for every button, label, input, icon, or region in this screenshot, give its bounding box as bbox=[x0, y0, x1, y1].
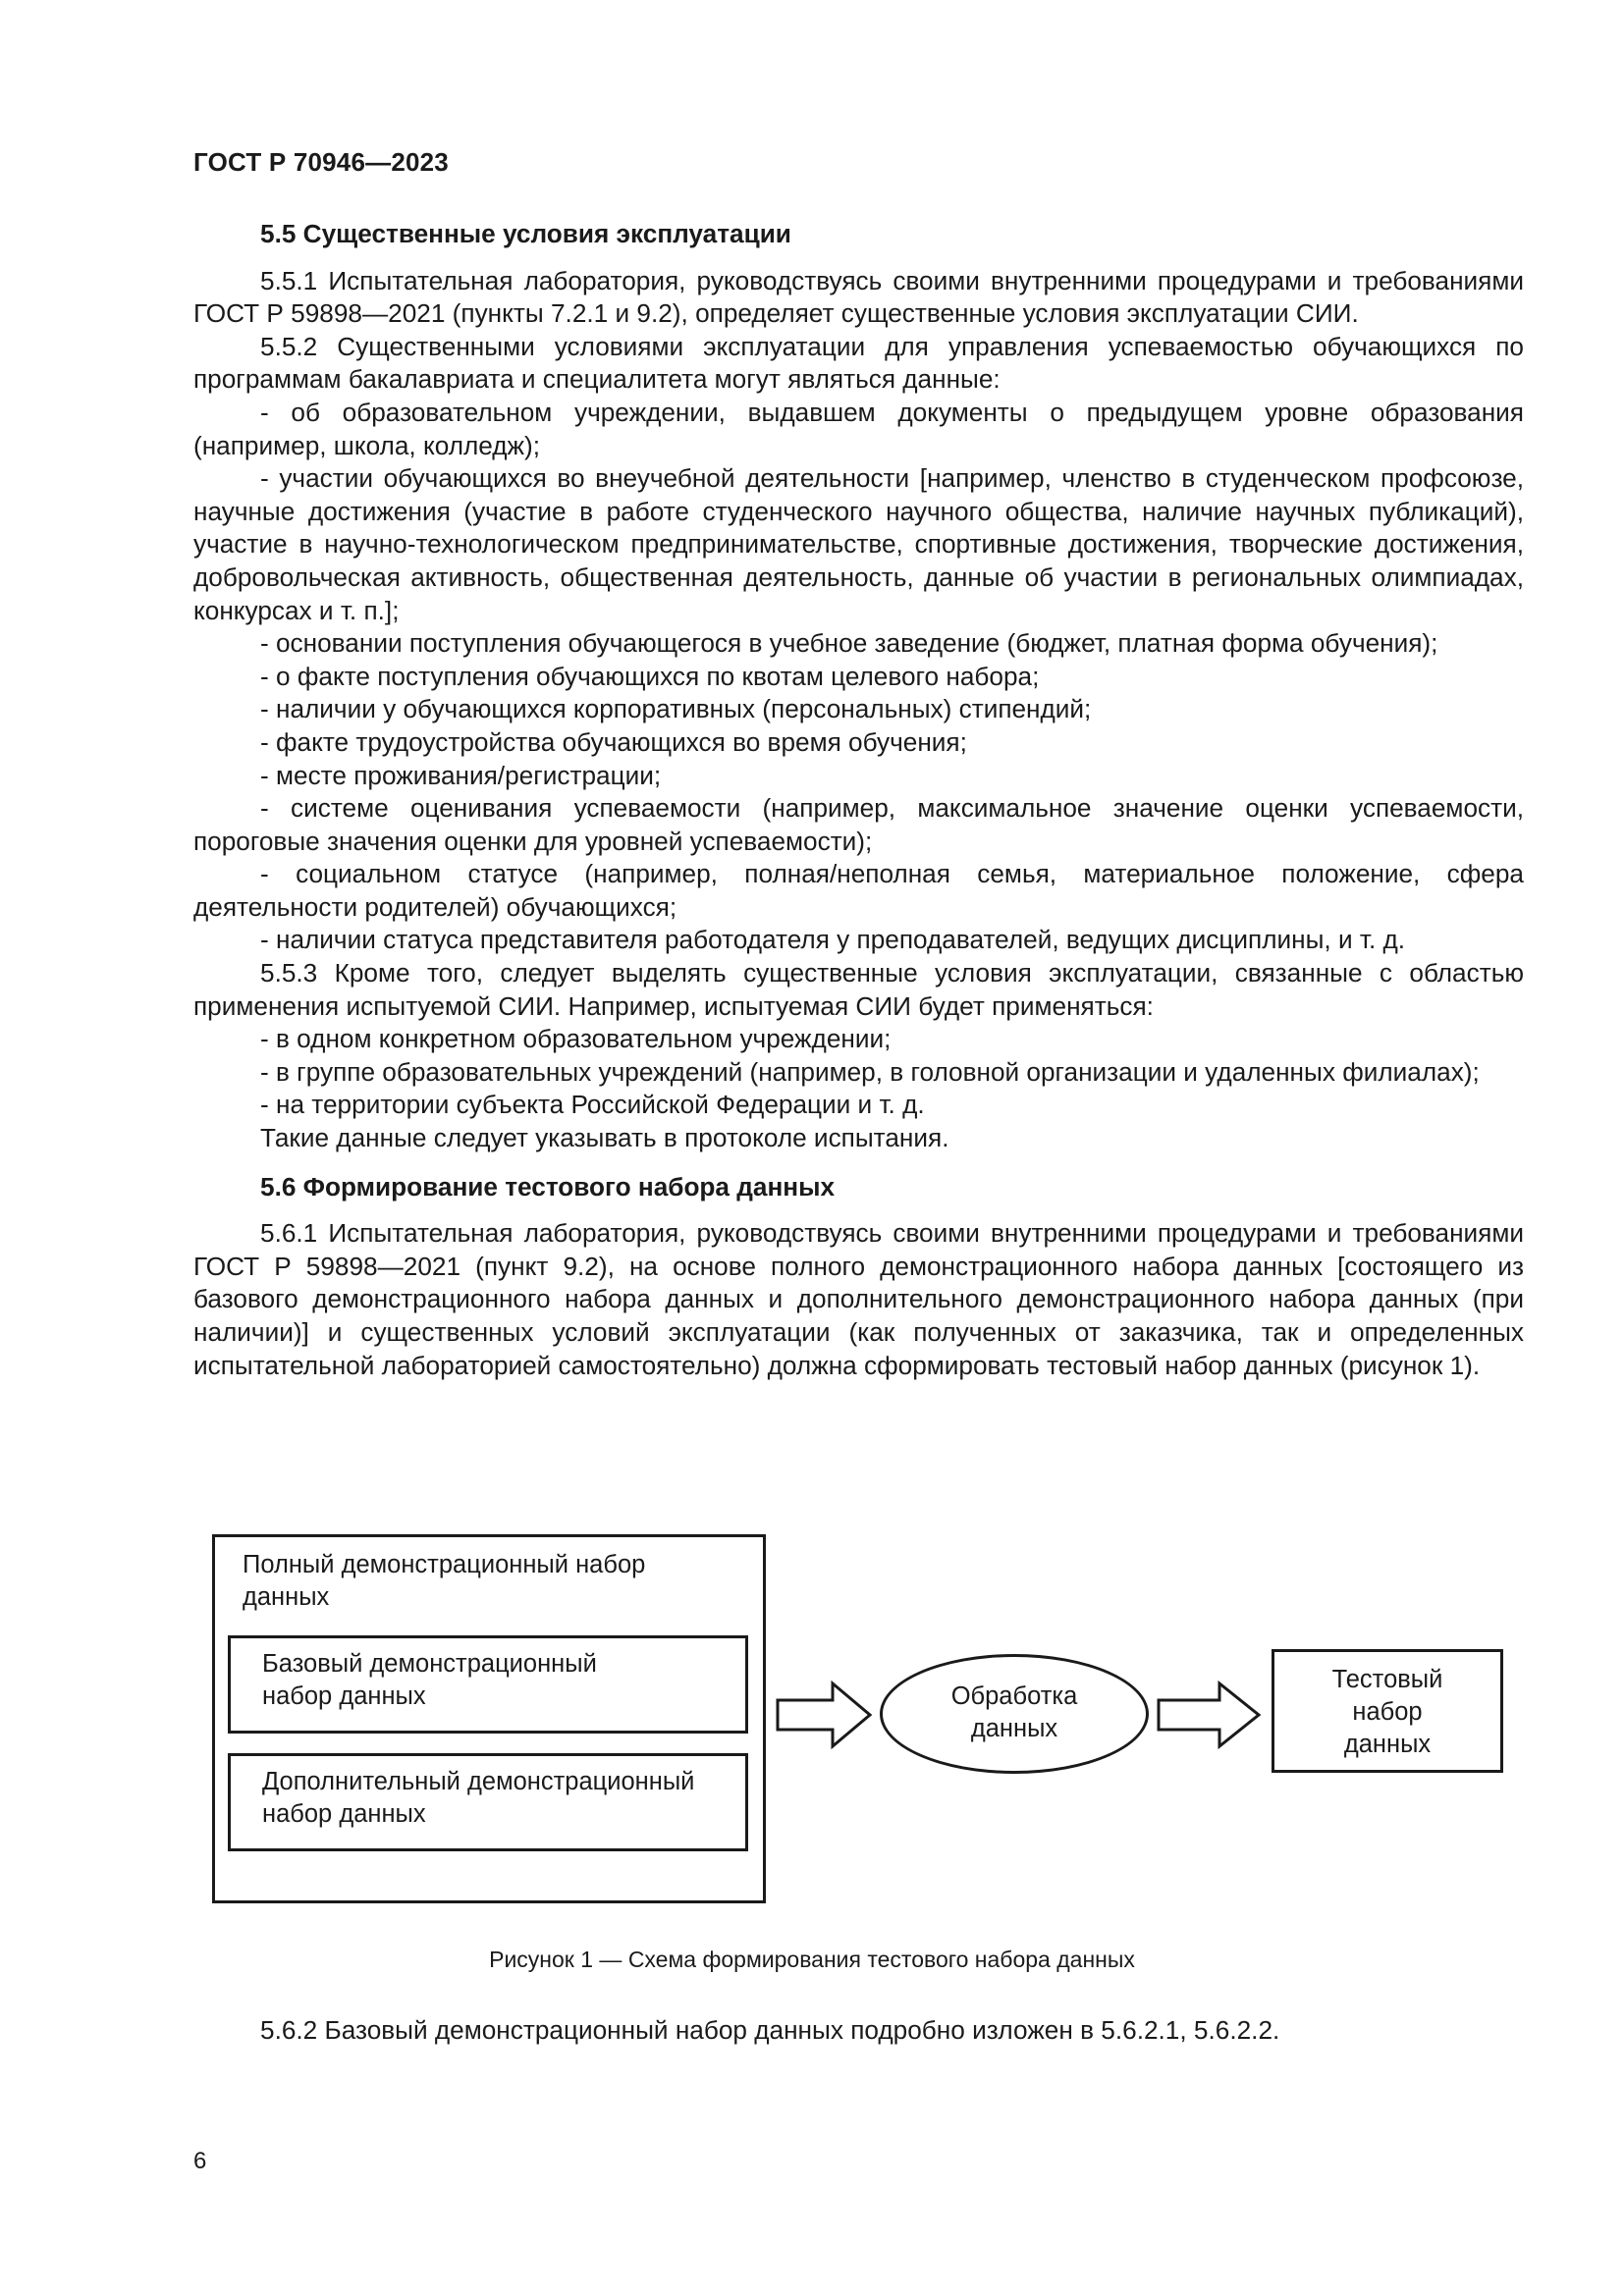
paragraph-5-6-2: 5.6.2 Базовый демонстрационный набор данных подробно изложен в 5.6.2.1, 5.6.2.2. bbox=[260, 2015, 1280, 2045]
processing-label: Обработка данных bbox=[950, 1682, 1078, 1742]
section-heading-5-5: 5.5 Существенные условия эксплуатации bbox=[260, 219, 791, 248]
list-item-admission-basis: - основании поступления обучающегося в учебное заведение (бюджет, платная форма обучения); bbox=[260, 628, 1438, 659]
section-heading-5-6: 5.6 Формирование тестового набора данных bbox=[260, 1171, 836, 1201]
paragraph-5-5-1: 5.5.1 Испытательная лаборатория, руководствуясь своими внутренними процедурами и требованиями ГОСТ Р 59898—2021 (пункты 7.2.1 и 9.2), определяет существенные условия эксплуатации СИИ. bbox=[193, 265, 1524, 329]
arrow-to-processing-icon bbox=[776, 1681, 874, 1749]
paragraph-5-6-1: 5.6.1 Испытательная лаборатория, руководствуясь своими внутренними процедурами и требованиями ГОСТ Р 59898—2021 (пункт 9.2), на основе полного демонстрационного набора данных [состоящего из базового демонстрационного набора данных и дополнительного демонстрационного набора данных (при наличии)] и существенных условий эксплуатации (как полученных от заказчика, так и определенных испытательной лабораторией самостоятельно) должна сформировать тестовый набор данных (рисунок 1). bbox=[193, 1218, 1524, 1380]
list-item-region: - на территории субъекта Российской Федерации и т. д. bbox=[260, 1090, 925, 1120]
list-item-extracurricular: - участии обучающихся во внеучебной деятельности [например, членство в студенческом профсоюзе, научные достижения (участие в работе студенческого научного общества, наличие научных публикаций), участие в научно-технологическом предпринимательстве, спортивные достижения, творческие достижения, добровольческая активность, общественная деятельность, данные об участии в региональных олимпиадах, конкурсах и т. п.]; bbox=[193, 463, 1524, 625]
additional-dataset-label: Дополнительный демонстрационный набор данных bbox=[262, 1768, 695, 1828]
list-item-educational-institution: - об образовательном учреждении, выдавшем документы о предыдущем уровне образования (например, школа, колледж); bbox=[193, 397, 1524, 460]
additional-dataset-box bbox=[228, 1753, 748, 1851]
full-dataset-box bbox=[212, 1534, 766, 1903]
paragraph-5-5-2: 5.5.2 Существенными условиями эксплуатации для управления успеваемостью обучающихся по программам бакалавриата и специалитета могут являться данные: bbox=[193, 331, 1524, 395]
list-item-grading-system: - системе оценивания успеваемости (например, максимальное значение оценки успеваемости, пороговые значения оценки для уровней успеваемости); bbox=[193, 793, 1524, 856]
list-item-scholarships: - наличии у обучающихся корпоративных (персональных) стипендий; bbox=[260, 694, 1092, 724]
full-dataset-label: Полный демонстрационный набор данных bbox=[243, 1551, 646, 1611]
main-content bbox=[193, 218, 1524, 1382]
paragraph-5-5-3: 5.5.3 Кроме того, следует выделять существенные условия эксплуатации, связанные с областью применения испытуемой СИИ. Например, испытуемая СИИ будет применяться: bbox=[193, 958, 1524, 1021]
test-dataset-box bbox=[1272, 1649, 1503, 1773]
test-dataset-label: Тестовый набор данных bbox=[1331, 1666, 1443, 1758]
list-item-single-institution: - в одном конкретном образовательном учреждении; bbox=[260, 1024, 892, 1054]
list-item-employment: - факте трудоустройства обучающихся во время обучения; bbox=[260, 726, 967, 757]
processing-ellipse bbox=[880, 1654, 1149, 1774]
list-item-employer-representative: - наличии статуса представителя работодателя у преподавателей, ведущих дисциплины, и т. д. bbox=[260, 925, 1406, 955]
figure-caption: Рисунок 1 — Схема формирования тестового набора данных bbox=[489, 1947, 1135, 1972]
list-item-quota: - о факте поступления обучающихся по квотам целевого набора; bbox=[260, 661, 1040, 691]
base-dataset-box bbox=[228, 1635, 748, 1734]
arrow-to-result-icon bbox=[1157, 1681, 1263, 1749]
page-number: 6 bbox=[193, 2148, 207, 2174]
list-item-social-status: - социальном статусе (например, полная/неполная семья, материальное положение, сфера деятельности родителей) обучающихся; bbox=[193, 859, 1524, 922]
list-item-group-institutions: - в группе образовательных учреждений (например, в головной организации и удаленных филиалах); bbox=[260, 1056, 1480, 1087]
document-standard-id: ГОСТ Р 70946—2023 bbox=[193, 147, 449, 177]
paragraph-protocol-note: Такие данные следует указывать в протоколе испытания. bbox=[260, 1123, 949, 1153]
list-item-residence: - месте проживания/регистрации; bbox=[260, 760, 662, 790]
base-dataset-label: Базовый демонстрационный набор данных bbox=[262, 1650, 597, 1710]
